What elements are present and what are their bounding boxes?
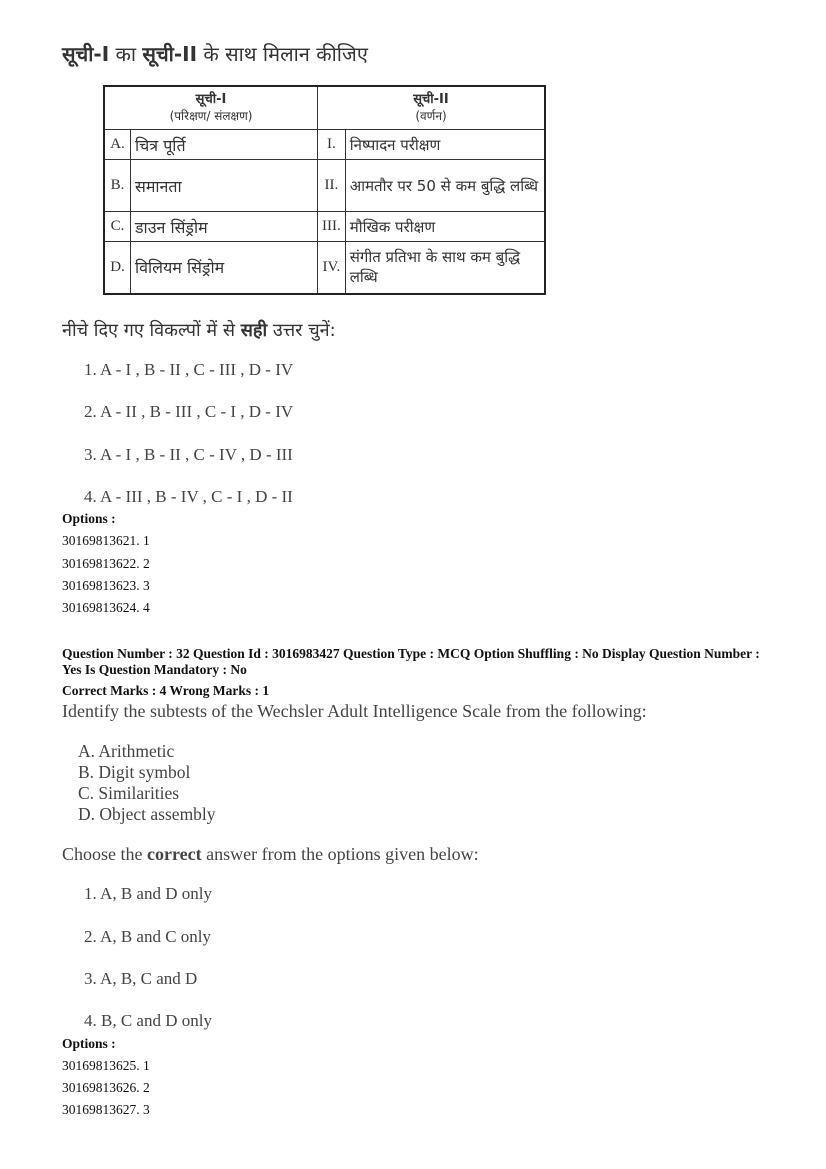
row-key: B.: [104, 160, 131, 212]
row-key: D.: [104, 242, 131, 294]
col1-header: [104, 86, 318, 130]
heading-word: का: [115, 42, 137, 66]
row-description: मौखिक परीक्षण: [345, 212, 545, 242]
table-row: [104, 130, 545, 160]
heading-list1: सूची-I: [62, 42, 110, 66]
row-item: समानता: [131, 160, 318, 212]
answer-option-4: 4. B, C and D only: [84, 1011, 212, 1030]
answer-option-2: 2. A - II , B - III , C - I , D - IV: [84, 402, 294, 421]
table-header-row: [104, 86, 545, 130]
matching-table: [103, 85, 546, 295]
table-row: [104, 212, 545, 242]
options-label: Options :: [62, 1036, 116, 1051]
answer-option-1: 1. A, B and D only: [84, 884, 212, 903]
question-instruction: [62, 844, 479, 865]
row-item: डाउन सिंड्रोम: [131, 212, 318, 242]
answer-option-3: 3. A - I , B - II , C - IV , D - III: [84, 445, 293, 464]
row-key: II.: [318, 160, 346, 212]
list-item: B. Digit symbol: [78, 762, 191, 782]
row-item: विलियम सिंड्रोम: [131, 242, 318, 294]
row-key: A.: [104, 130, 131, 160]
row-key: III.: [318, 212, 346, 242]
col2-subtitle: (वर्णन): [415, 109, 447, 123]
option-id: 30169813626. 2: [62, 1080, 150, 1095]
row-item: चित्र पूर्ति: [131, 130, 318, 160]
instruction-emphasis: correct: [147, 844, 202, 864]
col2-header: [318, 86, 546, 130]
instruction-emphasis: सही: [240, 320, 268, 341]
row-key: C.: [104, 212, 131, 242]
instruction-text: नीचे दिए गए विकल्पों में से: [62, 320, 235, 341]
option-id: 30169813627. 3: [62, 1102, 150, 1117]
option-id: 30169813624. 4: [62, 600, 150, 615]
row-key: IV.: [318, 242, 346, 294]
row-description: निष्पादन परीक्षण: [345, 130, 545, 160]
question-text: Identify the subtests of the Wechsler Adult Intelligence Scale from the following:: [62, 701, 647, 721]
row-description: आमतौर पर 50 से कम बुद्धि लब्धि: [345, 160, 545, 212]
option-id: 30169813625. 1: [62, 1058, 150, 1073]
list-item: A. Arithmetic: [78, 741, 175, 761]
answer-option-3: 3. A, B, C and D: [84, 969, 198, 988]
row-description: संगीत प्रतिभा के साथ कम बुद्धि लब्धि: [345, 242, 545, 294]
instruction-text-end: answer from the options given below:: [206, 844, 479, 864]
option-id: 30169813622. 2: [62, 556, 150, 571]
list-item: C. Similarities: [78, 783, 180, 803]
table-row: [104, 242, 545, 294]
instruction-text: Choose the: [62, 844, 143, 864]
col1-title: सूची-I: [195, 92, 227, 107]
answer-option-2: 2. A, B and C only: [84, 927, 212, 946]
row-key: I.: [318, 130, 346, 160]
heading-rest: के साथ मिलान कीजिए: [203, 42, 368, 66]
heading-list2: सूची-II: [142, 42, 198, 66]
question-instruction: [62, 318, 336, 342]
col1-subtitle: (परिक्षण/ संलक्षण): [169, 109, 253, 123]
options-label: Options :: [62, 511, 116, 526]
answer-option-1: 1. A - I , B - II , C - III , D - IV: [84, 360, 294, 379]
instruction-text-end: उत्तर चुनें:: [272, 320, 336, 341]
marks-line: Correct Marks : 4 Wrong Marks : 1: [62, 683, 270, 698]
question-meta: Question Number : 32 Question Id : 3016983427 Question Type : MCQ Option Shuffling : No Display Question Number : Yes Is Question Mandatory : No: [62, 646, 760, 677]
col2-title: सूची-II: [413, 92, 449, 107]
list-item: D. Object assembly: [78, 804, 216, 824]
answer-option-4: 4. A - III , B - IV , C - I , D - II: [84, 487, 293, 506]
table-row: [104, 160, 545, 212]
option-id: 30169813621. 1: [62, 533, 150, 548]
question-heading: [62, 40, 368, 67]
option-id: 30169813623. 3: [62, 578, 150, 593]
